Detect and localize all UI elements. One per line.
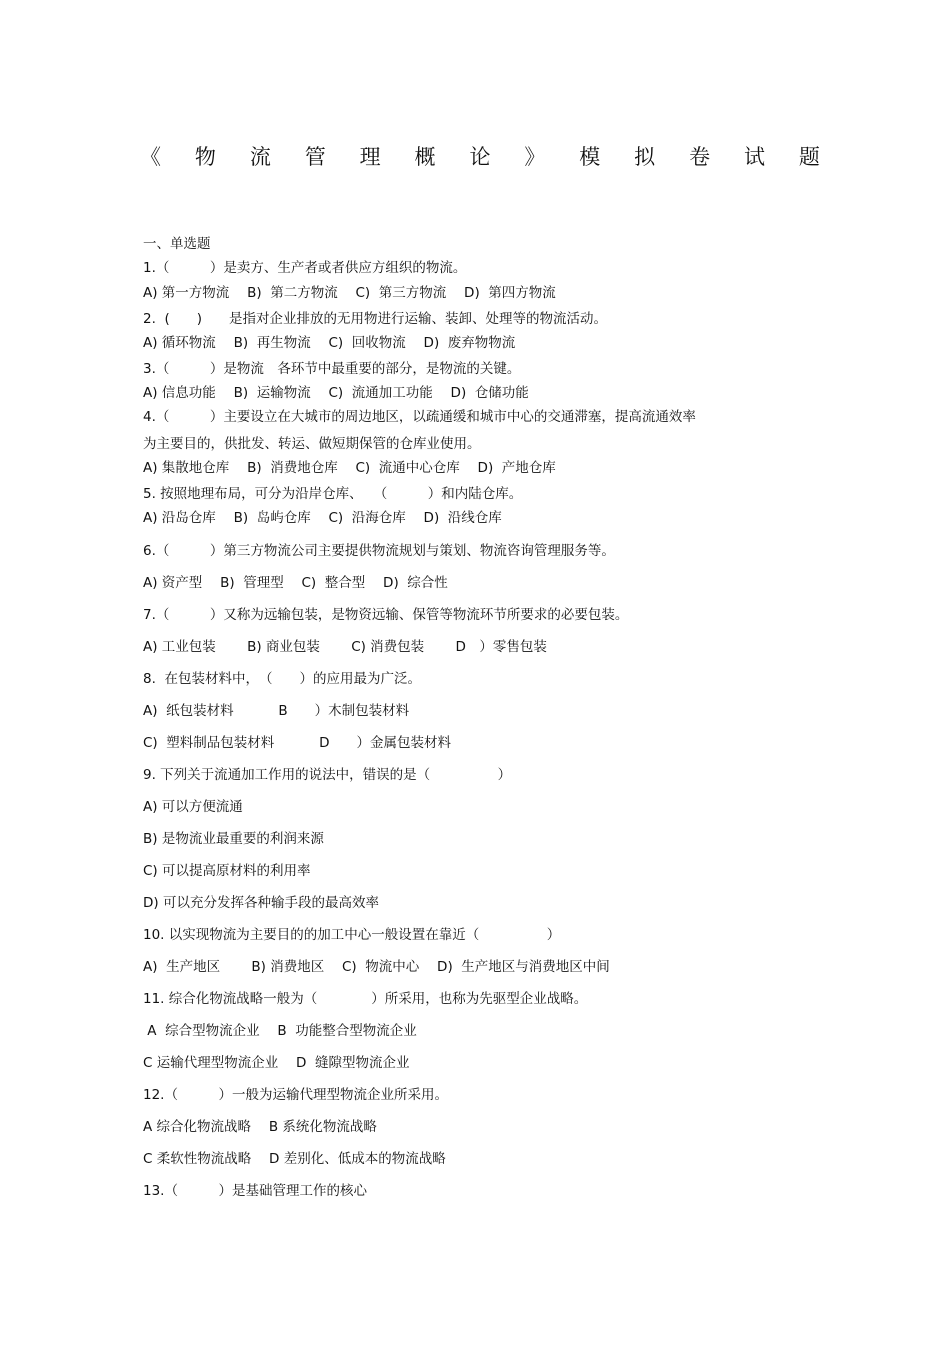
page-title: [140, 141, 820, 171]
title-char: 概: [414, 145, 436, 169]
question-line: A) 资产型 B) 管理型 C) 整合型 D) 综合性: [143, 575, 448, 591]
question-line: A) 信息功能 B) 运输物流 C) 流通加工功能 D) 仓储功能: [143, 385, 529, 401]
title-char: 试: [743, 145, 765, 169]
question-line: B) 是物流业最重要的利润来源: [143, 831, 324, 847]
title-char: 理: [359, 145, 381, 169]
title-char: 流: [249, 145, 271, 169]
title-char: 题: [798, 145, 820, 169]
title-char: 卷: [689, 145, 711, 169]
title-char: 物: [194, 145, 216, 169]
question-line: 5. 按照地理布局，可分为沿岸仓库、 （ ）和内陆仓库。: [143, 486, 523, 502]
question-line: A) 工业包装 B) 商业包装 C) 消费包装 D ）零售包装: [143, 639, 547, 655]
question-line: 1.（ ）是卖方、生产者或者供应方组织的物流。: [143, 260, 467, 276]
question-line: A 综合型物流企业 B 功能整合型物流企业: [143, 1023, 417, 1039]
question-line: 11. 综合化物流战略一般为（ ）所采用，也称为先驱型企业战略。: [143, 991, 588, 1007]
question-line: 4.（ ）主要设立在大城市的周边地区，以疏通缓和城市中心的交通滞塞，提高流通效率: [143, 409, 696, 425]
question-line: D) 可以充分发挥各种输手段的最高效率: [143, 895, 379, 911]
question-line: A) 沿岛仓库 B) 岛屿仓库 C) 沿海仓库 D) 沿线仓库: [143, 510, 502, 526]
question-line: 13.（ ）是基础管理工作的核心: [143, 1183, 367, 1199]
question-line: C) 塑料制品包装材料 D ）金属包装材料: [143, 735, 451, 751]
question-line: A) 纸包装材料 B ）木制包装材料: [143, 703, 410, 719]
question-line: A) 集散地仓库 B) 消费地仓库 C) 流通中心仓库 D) 产地仓库: [143, 460, 556, 476]
section-heading: 一、单选题: [143, 236, 211, 252]
question-line: 2. ( ) 是指对企业排放的无用物进行运输、装卸、处理等的物流活动。: [143, 311, 607, 327]
question-line: 10. 以实现物流为主要目的的加工中心一般设置在靠近（ ）: [143, 927, 561, 943]
question-line: 12.（ ）一般为运输代理型物流企业所采用。: [143, 1087, 448, 1103]
title-char: 《: [140, 145, 161, 169]
title-char: 》: [524, 145, 546, 169]
question-line: 为主要目的，供批发、转运、做短期保管的仓库业使用。: [143, 436, 481, 452]
title-char: 拟: [634, 145, 656, 169]
question-line: C) 可以提高原材料的利用率: [143, 863, 311, 879]
question-line: A) 生产地区 B) 消费地区 C) 物流中心 D) 生产地区与消费地区中间: [143, 959, 610, 975]
question-line: A) 第一方物流 B) 第二方物流 C) 第三方物流 D) 第四方物流: [143, 285, 556, 301]
question-line: A) 循环物流 B) 再生物流 C) 回收物流 D) 废弃物物流: [143, 335, 516, 351]
title-char: 论: [469, 145, 491, 169]
question-line: A) 可以方便流通: [143, 799, 243, 815]
question-line: 9. 下列关于流通加工作用的说法中，错误的是（ ）: [143, 767, 512, 783]
question-line: 8. 在包装材料中， （ ）的应用最为广泛。: [143, 671, 421, 687]
question-line: 6.（ ）第三方物流公司主要提供物流规划与策划、物流咨询管理服务等。: [143, 543, 615, 559]
title-char: 模: [579, 145, 601, 169]
question-line: C 运输代理型物流企业 D 缝隙型物流企业: [143, 1055, 410, 1071]
title-char: 管: [304, 145, 326, 169]
question-line: A 综合化物流战略 B 系统化物流战略: [143, 1119, 377, 1135]
question-line: 3.（ ）是物流 各环节中最重要的部分，是物流的关键。: [143, 361, 521, 377]
question-line: 7.（ ）又称为远输包装，是物资远输、保管等物流环节所要求的必要包装。: [143, 607, 629, 623]
question-line: C 柔软性物流战略 D 差别化、低成本的物流战略: [143, 1151, 446, 1167]
